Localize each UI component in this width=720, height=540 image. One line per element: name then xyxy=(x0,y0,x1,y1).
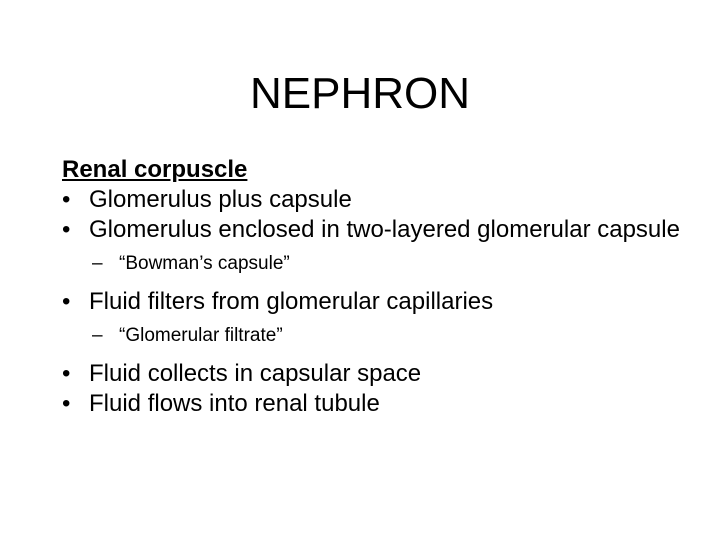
bullet-item xyxy=(62,288,702,316)
bullet-text: Fluid flows into renal tubule xyxy=(89,390,380,417)
slide-title: NEPHRON xyxy=(249,69,471,118)
sub-bullet-item xyxy=(62,252,702,276)
bullet-text: Fluid filters from glomerular capillaries xyxy=(89,288,494,315)
bullet-text: Glomerulus plus capsule xyxy=(89,186,352,213)
bullet-item xyxy=(62,390,702,418)
section-heading: Renal corpuscle xyxy=(62,156,248,183)
sub-bullet-text: “Glomerular filtrate” xyxy=(119,325,283,346)
bullet-item xyxy=(62,360,702,388)
bullet-text: Fluid collects in capsular space xyxy=(89,360,422,387)
dash-marker: – xyxy=(92,253,103,274)
bullet-marker: • xyxy=(62,390,71,417)
bullet-marker: • xyxy=(62,216,71,243)
bullet-item xyxy=(62,186,702,214)
bullet-marker: • xyxy=(62,288,71,315)
bullet-marker: • xyxy=(62,186,71,213)
sub-bullet-text: “Bowman’s capsule” xyxy=(119,253,290,274)
sub-bullet-item xyxy=(62,324,702,348)
slide-body xyxy=(62,156,702,418)
bullet-item xyxy=(62,216,702,244)
dash-marker: – xyxy=(92,325,103,346)
bullet-text: Glomerulus enclosed in two-layered glomerular capsule xyxy=(89,216,680,243)
bullet-marker: • xyxy=(62,360,71,387)
